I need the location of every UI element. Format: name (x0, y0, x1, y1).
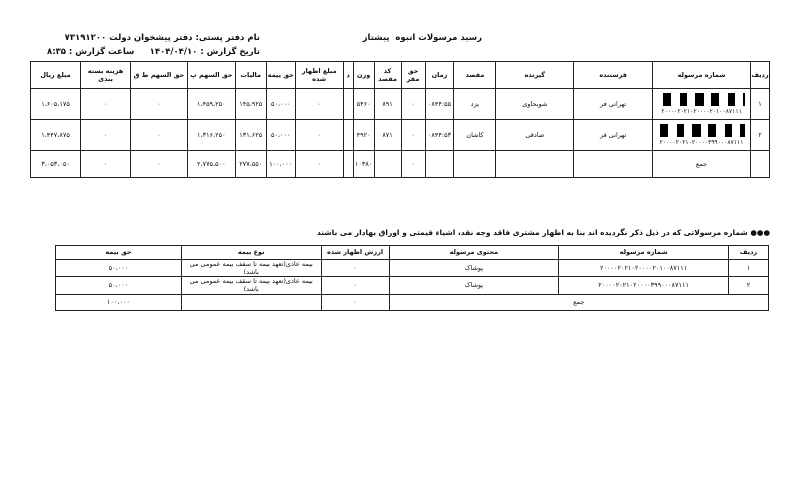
report-date: تاریخ گزارش : ۱۴۰۴/۰۴/۱۰ (149, 47, 260, 57)
sum-label: جمع (653, 151, 751, 178)
col-header: د (343, 62, 353, 89)
package-number: ۲۰۰۰۰۲۰۲۱۰۲۰۰۰۰۳۹۹۰۰۰۸۷۱۱۱ (559, 277, 729, 294)
dest-code: ۸۷۱ (374, 120, 401, 151)
shipments-table (30, 61, 770, 178)
share-tq: ۰ (130, 89, 187, 120)
col-header: حق مقر (401, 62, 425, 89)
sum-tax: ۲۷۷،۵۵۰ (235, 151, 266, 178)
package-cell (653, 89, 751, 120)
col-header: مبلغ اظهار شده (295, 62, 343, 89)
col-header: حق السهم پ (187, 62, 235, 89)
declared-value: ۰ (321, 277, 389, 294)
receipt-title: رسید مرسولات انبوه پیشتاز (362, 33, 482, 43)
amount: ۱،۶۰۵،۱۷۵ (31, 89, 81, 120)
empty-cell (574, 151, 653, 178)
table-header-row (31, 62, 770, 89)
col-header: محتوی مرسوله (389, 246, 559, 260)
empty-cell (425, 151, 454, 178)
col-header: هزینه بسته بندی (81, 62, 131, 89)
destination: کاشان (454, 120, 496, 151)
d-cell (343, 120, 353, 151)
content: پوشاک (389, 277, 559, 294)
col-header: کد مقصد (374, 62, 401, 89)
col-header: مبلغ ریال (31, 62, 81, 89)
col-header: ردیف (751, 62, 770, 89)
sender: تهرانی فر (574, 120, 653, 151)
barcode-icon (659, 93, 745, 106)
sum-row (31, 151, 770, 178)
table-row (56, 260, 769, 277)
empty-cell (181, 294, 321, 310)
sum-amount: ۳،۰۵۳،۰۵۰ (31, 151, 81, 178)
sum-share-tq: ۰ (130, 151, 187, 178)
amount: ۱،۴۴۷،۸۷۵ (31, 120, 81, 151)
col-header: گیرنده (496, 62, 574, 89)
sum-share-p: ۲،۷۷۵،۵۰۰ (187, 151, 235, 178)
sum-haq-maqar: ۰ (401, 151, 425, 178)
col-header: زمان (425, 62, 454, 89)
valuables-note: ●●● شماره مرسولاتی که در ذیل ذکر نگردیده اند بنا به اظهار مشتری فاقد وجه نقد، اشیاء قیمتی و اوراق بهادار می باشند (316, 228, 770, 237)
sum-insurance: ۱۰۰،۰۰۰ (266, 151, 295, 178)
col-header: ردیف (729, 246, 769, 260)
insurance-type: بیمه عادی(تعهد بیمه تا سقف بیمه عمومی می باشد) (181, 260, 321, 277)
row-number: ۱ (729, 260, 769, 277)
col-header: حق بیمه (56, 246, 182, 260)
col-header: ارزش اظهار شده (321, 246, 389, 260)
share-p: ۱،۴۵۹،۲۵۰ (187, 89, 235, 120)
col-header: مالیات (235, 62, 266, 89)
time: ۰۸۴۴:۵۵ (425, 89, 454, 120)
row-number: ۱ (751, 89, 770, 120)
haq-maqar: ۰ (401, 120, 425, 151)
empty-cell (454, 151, 496, 178)
declared-value: ۰ (295, 89, 343, 120)
report-time: ساعت گزارش : ۸:۳۵ (47, 47, 135, 57)
haq-maqar: ۰ (401, 89, 425, 120)
package-number: ۲۰۰۰۰۲۰۲۱۰۲۰۰۰۰۳۹۹۰۰۰۸۷۱۱۱ (659, 138, 744, 146)
declared-value: ۰ (295, 120, 343, 151)
col-header: شماره مرسوله (559, 246, 729, 260)
table-row (31, 89, 770, 120)
col-header: نوع بیمه (181, 246, 321, 260)
package-number: ۲۰۰۰۰۲۰۲۱۰۲۰۰۰۰۲۰۱۰۰۸۷۱۱۱ (661, 107, 742, 115)
insurance: ۵۰،۰۰۰ (266, 120, 295, 151)
empty-cell (374, 151, 401, 178)
packing-cost: ۰ (81, 120, 131, 151)
col-header: حق السهم ط ق (130, 62, 187, 89)
empty-cell (496, 151, 574, 178)
tax: ۱۳۱،۶۲۵ (235, 120, 266, 151)
dest-code: ۸۹۱ (374, 89, 401, 120)
sum-declared: ۰ (295, 151, 343, 178)
col-header: شماره مرسوله (653, 62, 751, 89)
declared-value: ۰ (321, 260, 389, 277)
col-header: فرستنده (574, 62, 653, 89)
office-name: نام دفتر پستی: دفتر پیشخوان دولت ۷۳۱۹۱۲۰۰ (64, 33, 260, 43)
insurance: ۵۰،۰۰۰ (56, 277, 182, 294)
share-tq: ۰ (130, 120, 187, 151)
insurance-type: بیمه عادی(تعهد بیمه تا سقف بیمه عمومی می باشد) (181, 277, 321, 294)
sum-weight: ۱۰۳۸۰ (353, 151, 374, 178)
package-cell (653, 120, 751, 151)
col-header: مقصد (454, 62, 496, 89)
tax: ۱۴۵،۹۲۵ (235, 89, 266, 120)
col-header: حق بیمه (266, 62, 295, 89)
empty-cell (751, 151, 770, 178)
sum-insurance: ۱۰۰،۰۰۰ (56, 294, 182, 310)
table-row (31, 120, 770, 151)
receiver: شوبحاوی (496, 89, 574, 120)
share-p: ۱،۳۱۶،۲۵۰ (187, 120, 235, 151)
sum-row (56, 294, 769, 310)
weight: ۵۴۶۰ (353, 89, 374, 120)
row-number: ۲ (751, 120, 770, 151)
insurance-table (55, 245, 769, 311)
sum-declared: ۰ (321, 294, 389, 310)
barcode-icon (659, 124, 745, 137)
sum-label: جمع (389, 294, 769, 310)
time: ۰۸۴۴:۵۳ (425, 120, 454, 151)
destination: یزد (454, 89, 496, 120)
insurance: ۵۰،۰۰۰ (266, 89, 295, 120)
receiver: صادقی (496, 120, 574, 151)
content: پوشاک (389, 260, 559, 277)
col-header: وزن (353, 62, 374, 89)
insurance: ۵۰،۰۰۰ (56, 260, 182, 277)
packing-cost: ۰ (81, 89, 131, 120)
package-number: ۲۰۰۰۰۲۰۲۱۰۲۰۰۰۰۲۰۱۰۰۸۷۱۱۱ (559, 260, 729, 277)
table-row (56, 277, 769, 294)
sender: تهرانی فر (574, 89, 653, 120)
row-number: ۲ (729, 277, 769, 294)
empty-cell (343, 151, 353, 178)
weight: ۴۹۲۰ (353, 120, 374, 151)
sum-packing: ۰ (81, 151, 131, 178)
table-header-row (56, 246, 769, 260)
d-cell (343, 89, 353, 120)
